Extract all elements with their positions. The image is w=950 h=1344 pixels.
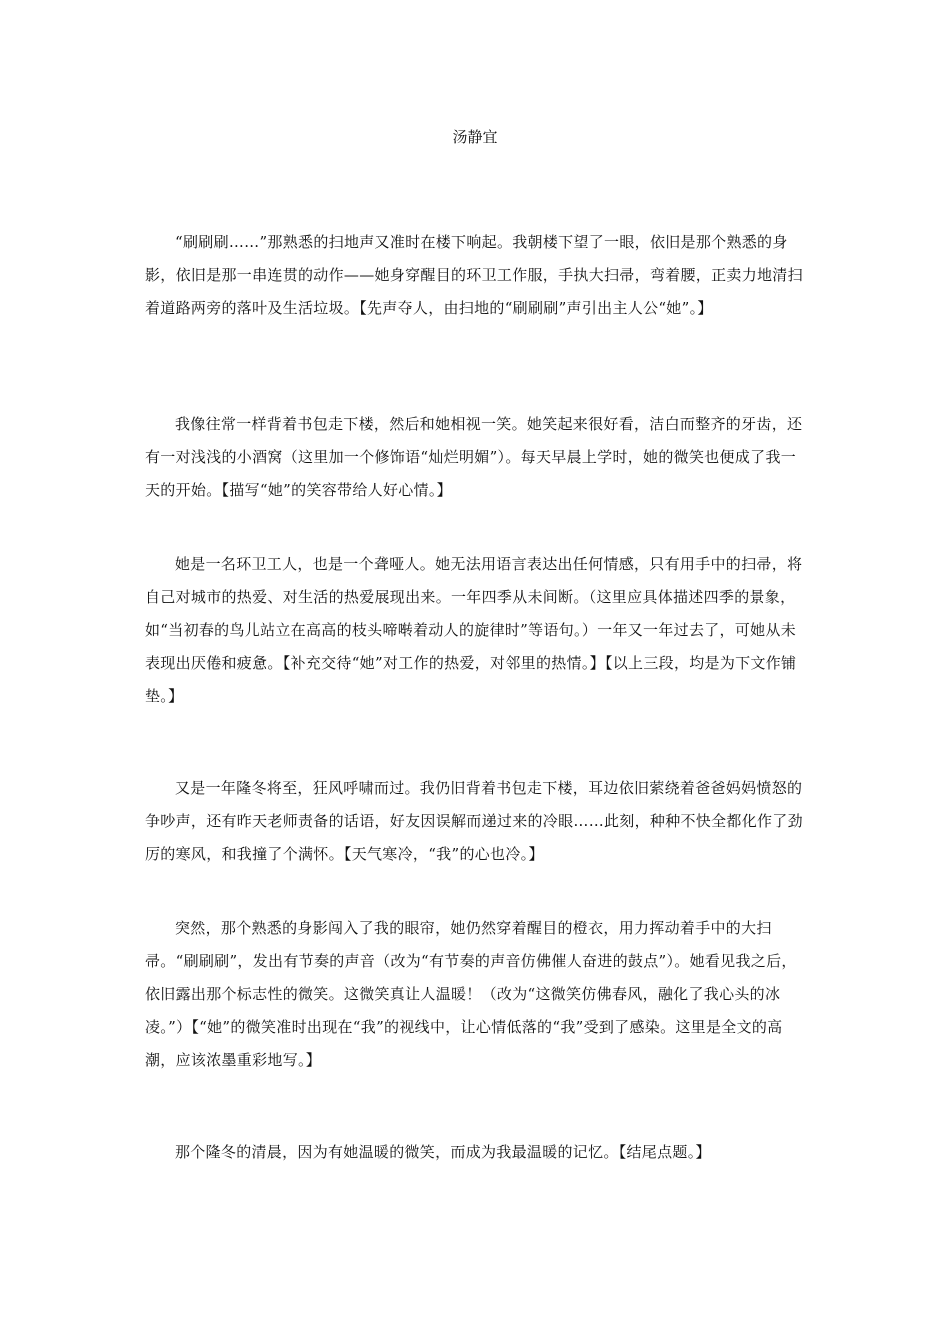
paragraph-6: 那个隆冬的清晨，因为有她温暖的微笑，而成为我最温暖的记忆。【结尾点题。】 — [175, 1143, 711, 1161]
paragraph-3: 她是一名环卫工人，也是一个聋哑人。她无法用语言表达出任何情感，只有用手中的扫帚，将自己对城市的热爱、对生活的热爱展现出来。一年四季从未间断。（这里应具体描述四季的景象，如“当初春的鸟儿站立在高高的枝头啼啭着动人的旋律时”等语句。）一年又一年过去了，可她从未表现出厌倦和疲惫。【补充交待“她”对工作的热爱，对邻里的热情。】【以上三段，均是为下文作铺垫。】 — [145, 555, 803, 705]
paragraph-2: 我像往常一样背着书包走下楼，然后和她相视一笑。她笑起来很好看，洁白而整齐的牙齿，还有一对浅浅的小酒窝（这里加一个修饰语“灿烂明媚”）。每天早晨上学时，她的微笑也便成了我一天的开始。【描写“她”的笑容带给人好心情。】 — [145, 415, 803, 499]
author-name: 汤静宜 — [452, 128, 498, 146]
paragraph-5: 突然，那个熟悉的身影闯入了我的眼帘，她仍然穿着醒目的橙衣，用力挥动着手中的大扫帚。“刷刷刷”，发出有节奏的声音（改为“有节奏的声音仿佛催人奋进的鼓点”）。她看见我之后，依旧露出那个标志性的微笑。这微笑真让人温暖！（改为“这微笑仿佛春风，融化了我心头的冰凌。”）【“她”的微笑准时出现在“我”的视线中，让心情低落的“我”受到了感染。这里是全文的高潮，应该浓墨重彩地写。】 — [145, 919, 797, 1069]
paragraph-1: “刷刷刷……”那熟悉的扫地声又准时在楼下响起。我朝楼下望了一眼，依旧是那个熟悉的身影，依旧是那一串连贯的动作——她身穿醒目的环卫工作服，手执大扫帚，弯着腰，正卖力地清扫着道路两旁的落叶及生活垃圾。【先声夺人，由扫地的“刷刷刷”声引出主人公“她”。】 — [145, 233, 803, 317]
paragraph-4: 又是一年隆冬将至，狂风呼啸而过。我仍旧背着书包走下楼，耳边依旧萦绕着爸爸妈妈愤怒的争吵声，还有昨天老师责备的话语，好友因误解而递过来的冷眼……此刻，种种不快全都化作了劲厉的寒风，和我撞了个满怀。【天气寒冷，“我”的心也冷。】 — [145, 779, 803, 863]
